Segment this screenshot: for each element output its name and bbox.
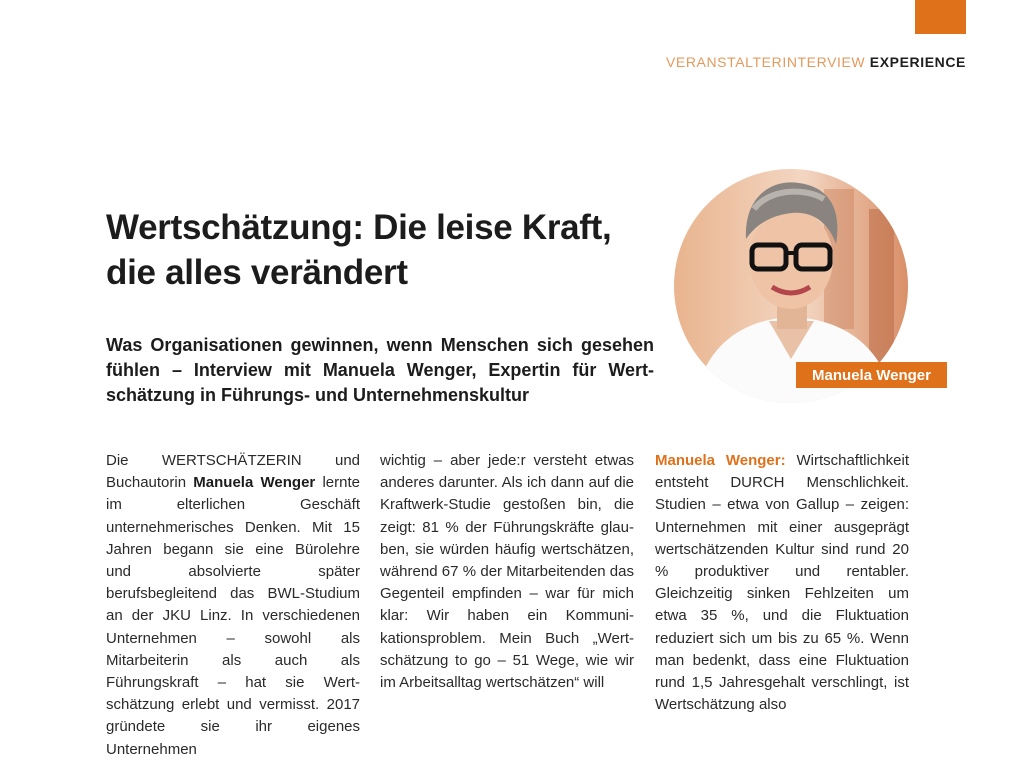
article-column-2: wichtig – aber jede:r versteht etwas anderes darunter. Als ich dann auf die Kraftwerk-Studie gestoßen bin, die zeigt: 81 % der Führungskräfte glauben, sie würden häufig wertschätzen, während 67 % der Mitarbeitenden das Gegenteil empfinden – war für mich klar: Wir haben ein Kommunikationsproblem. Mein Buch „Wertschätzung to go – 51 Wege, wie wir im Arbeitsalltag wertschätzen“ will xyxy=(380,452,634,692)
column-1-text-b: lernte im elterlichen Geschäft unternehmerisches Denken. Mit 15 Jahren begann sie eine Bürolehre und absolvierte später berufsbegleitend das BWL-Studium an der JKU Linz. In verschiedenen Unternehmen – sowohl als Mitarbeiterin als auch als Führungskraft – hat sie Wertschätzung erlebt und vermisst. 2017 gründete sie ihr eigenes Unternehmen xyxy=(106,474,360,758)
portrait-caption: Manuela Wenger xyxy=(796,362,947,388)
column-1-text-a: Die WERTSCHÄTZERIN und Buchautorin xyxy=(106,452,360,492)
section-label-category: VERANSTALTERINTERVIEW xyxy=(665,54,866,70)
article-title-line-2: die alles verändert xyxy=(106,253,408,292)
speaker-label: Manuela Wenger: xyxy=(655,452,786,469)
author-name: Manuela Wenger xyxy=(193,474,316,492)
orange-corner-tab xyxy=(915,0,966,34)
article-column-1 xyxy=(106,450,360,761)
article-title-line-1: Wertschätzung: Die leise Kraft, xyxy=(106,208,612,247)
column-3-text: Wirtschaftlichkeit entsteht DURCH Menschlichkeit. Studien – etwa von Gallup – zeigen: Unternehmen mit einer ausgeprägt wertschätzenden Kultur sind rund 20 % produktiver und rentabler. Gleichzeitig sinken Fehlzeiten um etwa 35 %, und die Fluktuation reduziert sich um bis zu 65 %. Wenn man bedenkt, dass eine Fluktuation rund 1,5 Jahresgehalt verschlingt, ist Wertschätzung also xyxy=(655,452,909,714)
article-subtitle: Was Organisationen gewinnen, wenn Menschen sich gesehen fühlen – Interview mit Manuela Wenger, Expertin für Wertschätzung in Führungs- und Unternehmenskultur xyxy=(106,335,654,405)
section-label xyxy=(666,54,966,70)
section-label-bold: EXPERIENCE xyxy=(869,54,966,70)
article-column-3 xyxy=(655,450,909,716)
article-title xyxy=(106,205,666,295)
